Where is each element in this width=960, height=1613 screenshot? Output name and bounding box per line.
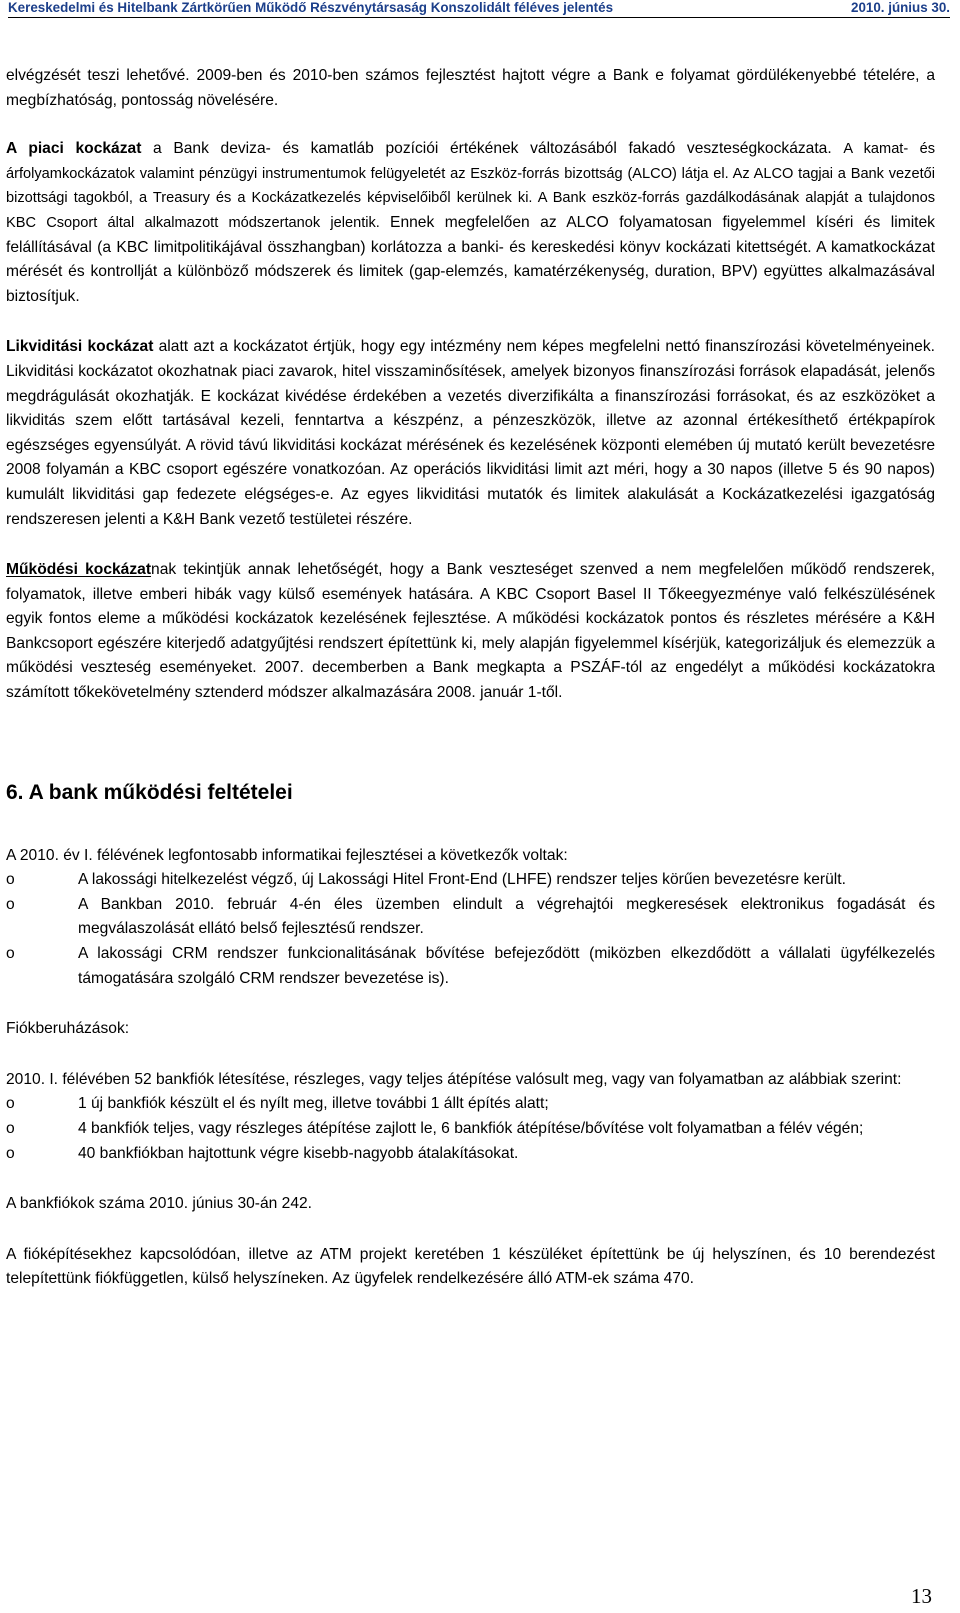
list-item: o A Bankban 2010. február 4-én éles üzemben elindult a végrehajtói megkeresések elektronikus fogadását és megválaszolását ellátó belső fejlesztésű rendszer.: [6, 893, 935, 942]
it-developments-intro: A 2010. év I. félévének legfontosabb informatikai fejlesztései a következők voltak:: [6, 846, 568, 864]
branch-list: [6, 1092, 935, 1166]
branch-investments-heading: Fiókberuházások:: [6, 1020, 130, 1038]
page-header: [8, 0, 950, 18]
bullet-marker: o: [6, 1144, 15, 1162]
list-item: o A lakossági hitelkezelést végző, új Lakossági Hitel Front-End (LHFE) rendszer teljes körűen bevezetésre került.: [6, 868, 935, 893]
bullet-marker: o: [6, 1120, 15, 1137]
bullet-marker: o: [6, 871, 15, 889]
atm-paragraph: A fióképítésekhez kapcsolódóan, illetve az ATM projekt keretében 1 készüléket építettünk be új helyszínen, és 10 berendezést telepítettünk fiókfüggetlen, külső helyszíneken. Az ügyfelek rendelkezésére álló ATM-ek száma 470.: [6, 1245, 935, 1288]
list-item: o A lakossági CRM rendszer funkcionalitásának bővítése befejeződött (miközben elkezdődött a vállalati ügyfélkezelés támogatására szolgáló CRM rendszer bevezetése is).: [6, 942, 935, 991]
header-title: Kereskedelmi és Hitelbank Zártkörűen Működő Részvénytársaság Konszolidált féléves jelentés: [8, 0, 614, 15]
list-item: o 40 bankfiókban hajtottunk végre kisebb-nagyobb átalakításokat.: [6, 1142, 935, 1167]
liquidity-risk-paragraph: Likviditási kockázat alatt azt a kockázatot értjük, hogy egy intézmény nem képes megfelelni nettó finanszírozási követelményeinek. Likviditási kockázatot okozhatnak piaci zavarok, hitel visszaminősítések, amelyek bizonyos finanszírozási források elapadását, jelenős megdrágulását okozhatják. E kockázat kivédése érdekében a vezetés diverzifikálta a finanszírozási forrásokat, és az eszközöket a likviditás szem előtt tartásával kezeli, fenntartva a készpénz, a pénzeszközök, illetve az azonnal értékesíthető értékpapírok egészséges egyensúlyát. A rövid távú likviditási kockázat mérésének és kezelésének központi elemében új mutató került bevezetésre 2008 folyamán a KBC csoport egészére vonatkozóan. Az operációs likviditási limit azt méri, hogy a 30 napos (illetve 5 és 90 napos) kumulált likviditási gap fedezete elégséges-e. Az egyes likviditási mutatók és limitek alakulását a Kockázatkezelési igazgatóság rendszeresen jelenti a K&H Bank vezető testületei részére.: [6, 338, 935, 528]
market-risk-keyword: A piaci kockázat: [6, 140, 142, 158]
list-item: o 1 új bankfiók készült el és nyílt meg, illetve további 1 állt építés alatt;: [6, 1092, 935, 1117]
paragraph-continuation: elvégzését teszi lehetővé. 2009-ben és 2010-ben számos fejlesztést hajtott végre a Bank e folyamat gördülékenyebbé tételére, a megbízhatóság, pontosság növelésére.: [6, 67, 935, 109]
operational-risk-keyword: Működési kockázat: [6, 561, 152, 579]
header-date: 2010. június 30.: [851, 0, 950, 15]
liquidity-risk-keyword: Likviditási kockázat: [6, 338, 154, 356]
section-heading: 6. A bank működési feltételei: [6, 780, 293, 804]
page-number: 13: [911, 1584, 932, 1608]
document-body: [6, 64, 935, 1292]
list-item: o 4 bankfiók teljes, vagy részleges átépítése zajlott le, 6 bankfiók átépítése/bővítése volt folyamatban a félév végén;: [6, 1117, 935, 1142]
branch-intro: 2010. I. félévében 52 bankfiók létesítése, részleges, vagy teljes átépítése valósult meg, vagy van folyamatban az alábbiak szerint:: [6, 1070, 902, 1088]
bullet-marker: o: [6, 895, 15, 913]
it-developments-list: [6, 868, 935, 991]
branch-count: A bankfiókok száma 2010. június 30-án 242.: [6, 1195, 313, 1213]
operational-risk-paragraph: Működési kockázatnak tekintjük annak lehetőségét, hogy a Bank veszteséget szenved a nem megfelelően működő rendszerek, folyamatok, illetve emberi hibák vagy külső események hatására. A KBC Csoport Basel II Tőkeegyezménye való felkészülésének egyik fontos eleme a működési kockázatok kezelésének fejlesztése. A működési kockázatok pontos és részletes mérésére a K&H Bankcsoport egészére kiterjedő adatgyűjtési rendszert építettünk ki, mely alapján figyelemmel kísérjük, kategorizáljuk és elemezzük a működési veszteség eseményeket. 2007. decemberben a Bank megkapta a PSZÁF-tól az engedélyt a működési kockázatokra számított tőkekövetelmény sztenderd módszer alkalmazására 2008. január 1-től.: [6, 561, 935, 702]
bullet-marker: o: [6, 1095, 15, 1113]
bullet-marker: o: [6, 945, 15, 963]
market-risk-paragraph: A piaci kockázat a Bank deviza- és kamatláb pozíciói értékének változásából fakadó veszteségkockázata. A kamat- és árfolyamkockázatok valamint pénzügyi instrumentumok felügyeletét az Eszköz-forrás bizottság (ALCO) látja el. Az ALCO tagjai a Bank vezetői bizottsági tagokból, a Treasury és a Kockázatkezelés képviselőiből kerülnek ki. A Bank eszköz-forrás gazdálkodásának alapját a tulajdonos KBC Csoport által alkalmazott módszertanok jelentik. Ennek megfelelően az ALCO folyamatosan figyelemmel kíséri és limitek felállításával (a KBC limitpolitikájával összhangban) korlátozza a banki- és kereskedési könyv kockázati kitettségét. A kamatkockázat mérését és kontrollját a különböző módszerek és limitek (gap-elemzés, kamatérzékenység, duration, BPV) együttes alkalmazásával biztosítjuk.: [6, 140, 936, 305]
